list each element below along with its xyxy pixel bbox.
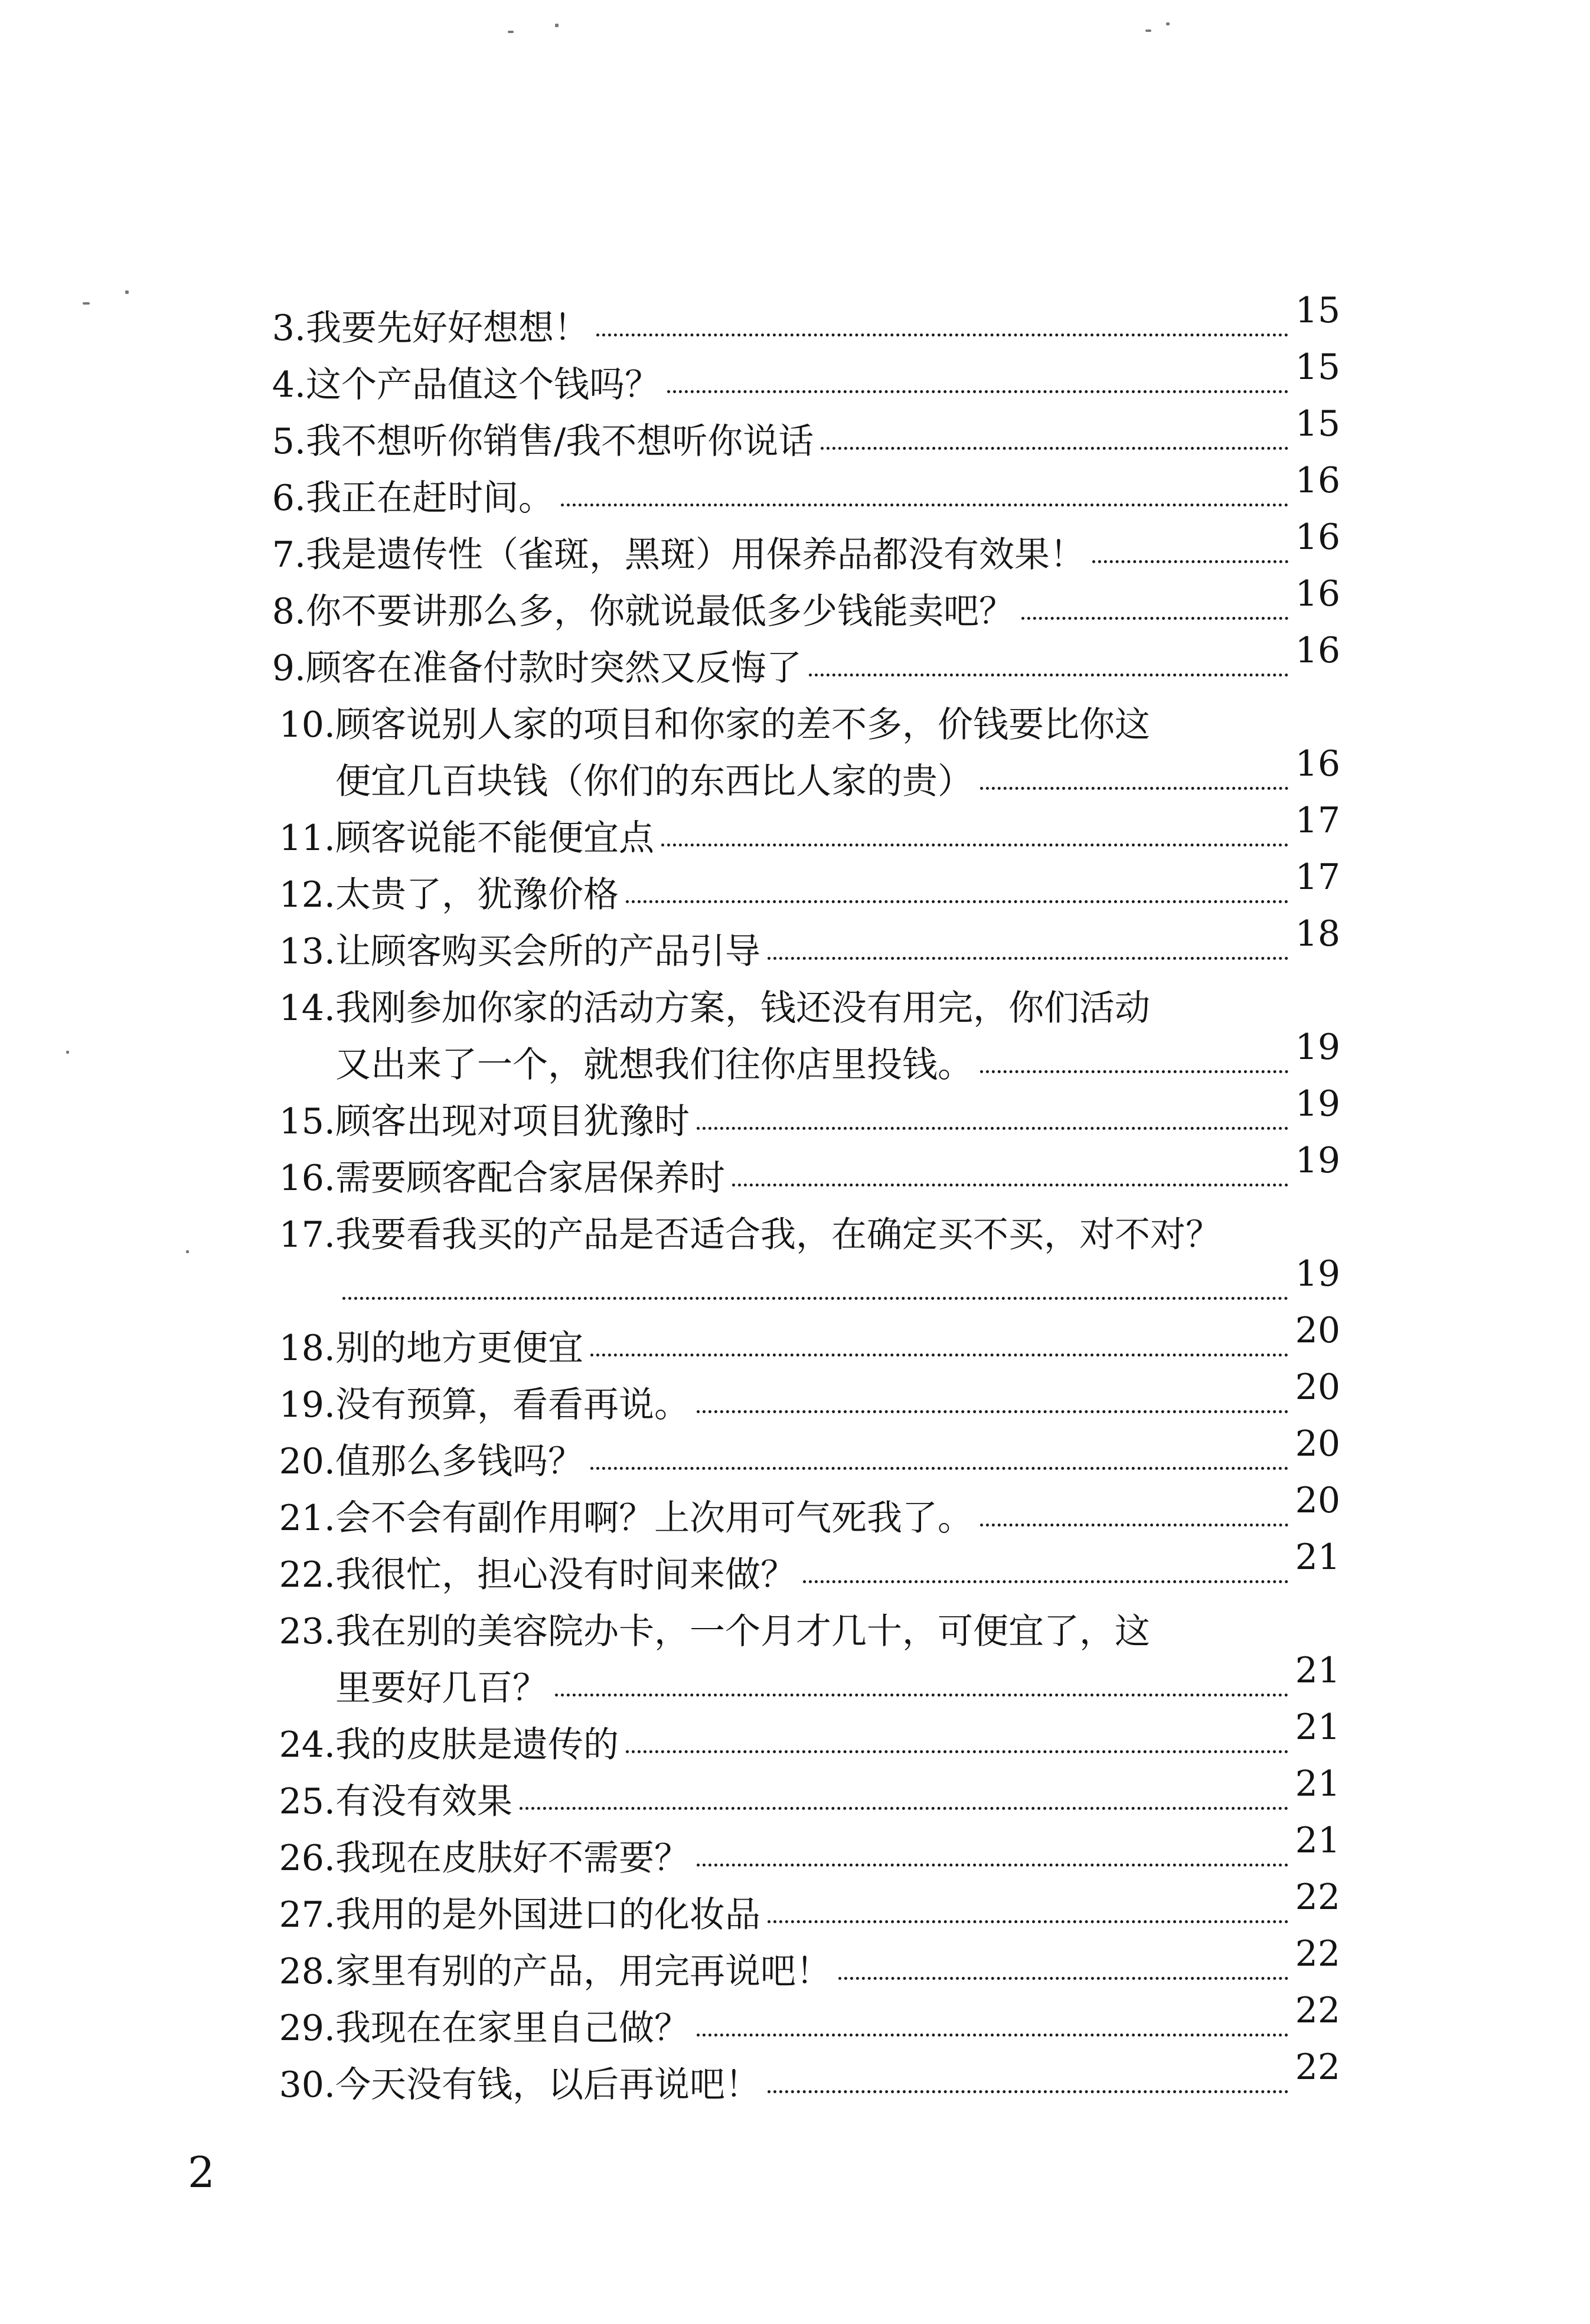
entry-number: 24.: [279, 1724, 335, 1766]
entry-body: [306, 573, 1340, 640]
page-number: 2: [188, 2148, 215, 2197]
entry-line: [335, 1083, 1340, 1150]
entry-number: 10.: [279, 704, 335, 746]
entry-line: [335, 1253, 1340, 1320]
entry-line: [306, 573, 1340, 640]
scan-speck: [555, 24, 559, 27]
entry-page-number: 19: [1295, 1140, 1340, 1181]
entry-title: 我刚参加你家的活动方案，钱还没有用完，你们活动: [335, 988, 1150, 1029]
entry-number: 3.: [272, 308, 306, 349]
toc-entry: [236, 1603, 1340, 1717]
entry-title: 家里有别的产品，用完再说吧！: [335, 1951, 831, 1992]
entry-number: 20.: [279, 1441, 335, 1482]
entry-number: 21.: [279, 1498, 335, 1539]
entry-title: 我是遗传性（雀斑，黑斑）用保养品都没有效果！: [306, 534, 1085, 576]
dot-leader: [1021, 617, 1288, 620]
entry-number: 15.: [279, 1101, 335, 1142]
dot-leader: [732, 1184, 1288, 1186]
dot-leader: [626, 900, 1288, 903]
toc-entry: [236, 517, 1340, 583]
entry-body: [306, 517, 1340, 583]
entry-page-number: 15: [1295, 347, 1340, 388]
entry-title: 我的皮肤是遗传的: [335, 1724, 619, 1766]
dot-leader: [697, 1127, 1288, 1130]
toc-entry: [236, 800, 1340, 867]
entry-line: [306, 290, 1340, 357]
scan-speck: [1145, 30, 1151, 32]
entry-body: [335, 1603, 1340, 1717]
entry-line: [335, 743, 1340, 810]
entry-body: [335, 1877, 1340, 1943]
entry-number: 7.: [272, 534, 306, 576]
dot-leader: [661, 844, 1288, 846]
toc-entry: [236, 347, 1340, 413]
entry-line: [306, 347, 1340, 413]
entry-page-number: 21: [1295, 1707, 1340, 1748]
toc-entry: [236, 1083, 1340, 1150]
toc-entry: [236, 1763, 1340, 1830]
entry-line: [335, 1820, 1340, 1887]
dot-leader: [980, 787, 1288, 790]
entry-body: [335, 1763, 1340, 1830]
toc-entry: [236, 460, 1340, 527]
entry-page-number: 18: [1295, 913, 1340, 955]
entry-line: [306, 460, 1340, 527]
toc-entry: [236, 1207, 1340, 1320]
entry-page-number: 21: [1295, 1763, 1340, 1805]
toc-entry: [236, 980, 1340, 1093]
scan-speck: [186, 1250, 189, 1253]
entry-number: 8.: [272, 591, 306, 632]
entry-body: [335, 1933, 1340, 2000]
entry-title: 今天没有钱，以后再说吧！: [335, 2064, 760, 2106]
entry-page-number: 21: [1295, 1537, 1340, 1578]
entry-number: 16.: [279, 1158, 335, 1199]
entry-page-number: 16: [1295, 573, 1340, 614]
entry-line: [306, 403, 1340, 470]
entry-title: 我现在在家里自己做？: [335, 2008, 690, 2049]
toc-entry: [236, 403, 1340, 470]
entry-page-number: 21: [1295, 1650, 1340, 1691]
entry-line: [335, 697, 1340, 753]
dot-leader: [590, 1354, 1288, 1357]
dot-leader: [561, 504, 1288, 506]
entry-page-number: 15: [1295, 403, 1340, 444]
entry-page-number: 16: [1295, 460, 1340, 501]
entry-line: [306, 517, 1340, 583]
dot-leader: [809, 674, 1288, 676]
entry-line: [335, 1140, 1340, 1207]
entry-body: [306, 290, 1340, 357]
entry-page-number: 16: [1295, 517, 1340, 558]
dot-leader: [803, 1580, 1288, 1583]
entry-body: [335, 697, 1340, 810]
entry-page-number: 22: [1295, 1990, 1340, 2031]
entry-number: 13.: [279, 931, 335, 972]
entry-body: [306, 403, 1340, 470]
entry-title: 让顾客购买会所的产品引导: [335, 931, 760, 972]
scan-speck: [125, 290, 129, 294]
scan-speck: [508, 31, 514, 33]
dot-leader: [520, 1807, 1288, 1810]
dot-leader: [555, 1694, 1288, 1697]
dot-leader: [590, 1467, 1288, 1470]
entry-page-number: 20: [1295, 1423, 1340, 1465]
entry-number: 23.: [279, 1611, 335, 1652]
entry-line: [335, 1367, 1340, 1433]
entry-title: 别的地方更便宜: [335, 1328, 583, 1369]
entry-title: 值那么多钱吗？: [335, 1441, 583, 1482]
dot-leader: [697, 2034, 1288, 2037]
entry-body: [335, 1537, 1340, 1603]
entry-line: [335, 1650, 1340, 1717]
entry-page-number: 19: [1295, 1083, 1340, 1125]
entry-line: [335, 1933, 1340, 2000]
entry-line: [335, 2047, 1340, 2113]
entry-body: [335, 2047, 1340, 2113]
entry-page-number: 22: [1295, 2047, 1340, 2088]
entry-title: 我不想听你销售/我不想听你说话: [306, 421, 814, 462]
entry-line: [335, 1027, 1340, 1093]
entry-body: [335, 857, 1340, 923]
entry-title: 便宜几百块钱（你们的东西比人家的贵）: [335, 761, 973, 802]
entry-body: [335, 1480, 1340, 1547]
entry-page-number: 17: [1295, 800, 1340, 841]
entry-body: [335, 1207, 1340, 1320]
dot-leader: [768, 1920, 1288, 1923]
entry-title: 我在别的美容院办卡，一个月才几十，可便宜了，这: [335, 1611, 1150, 1652]
toc-entry: [236, 697, 1340, 810]
dot-leader: [768, 957, 1288, 960]
entry-title: 又出来了一个，就想我们往你店里投钱。: [335, 1044, 973, 1086]
entry-page-number: 16: [1295, 630, 1340, 671]
entry-line: [335, 857, 1340, 923]
entry-page-number: 20: [1295, 1367, 1340, 1408]
entry-body: [335, 1083, 1340, 1150]
entry-number: 29.: [279, 2008, 335, 2049]
dot-leader: [838, 1977, 1288, 1980]
entry-title: 会不会有副作用啊？上次用可气死我了。: [335, 1498, 973, 1539]
dot-leader: [768, 2090, 1288, 2093]
entry-title: 顾客说别人家的项目和你家的差不多，价钱要比你这: [335, 704, 1150, 746]
entry-page-number: 19: [1295, 1253, 1340, 1295]
entry-line: [306, 630, 1340, 697]
entry-number: 28.: [279, 1951, 335, 1992]
toc-entry: [236, 1310, 1340, 1377]
scan-speck: [66, 1051, 69, 1054]
entry-body: [306, 347, 1340, 413]
entry-title: 我要看我买的产品是否适合我，在确定买不买，对不对？: [335, 1214, 1221, 1256]
entry-title: 有没有效果: [335, 1781, 512, 1822]
toc-entry: [236, 1423, 1340, 1490]
entry-body: [335, 1140, 1340, 1207]
entry-title: 这个产品值这个钱吗？: [306, 364, 660, 406]
entry-body: [335, 1707, 1340, 1773]
toc-entry: [236, 1367, 1340, 1433]
entry-body: [335, 913, 1340, 980]
entry-number: 17.: [279, 1214, 335, 1256]
entry-page-number: 21: [1295, 1820, 1340, 1861]
dot-leader: [697, 1410, 1288, 1413]
dot-leader: [626, 1750, 1288, 1753]
entry-number: 9.: [272, 648, 306, 689]
entry-number: 18.: [279, 1328, 335, 1369]
dot-leader: [667, 390, 1288, 393]
entry-page-number: 16: [1295, 743, 1340, 785]
entry-line: [335, 1707, 1340, 1773]
entry-number: 30.: [279, 2064, 335, 2106]
entry-body: [335, 980, 1340, 1093]
dot-leader: [980, 1070, 1288, 1073]
entry-line: [335, 1990, 1340, 2057]
scan-speck: [83, 302, 90, 305]
entry-line: [335, 980, 1340, 1037]
entry-body: [335, 1367, 1340, 1433]
entry-title: 我要先好好想想！: [306, 308, 589, 349]
entry-title: 里要好几百？: [335, 1668, 548, 1709]
entry-body: [335, 1310, 1340, 1377]
entry-title: 你不要讲那么多，你就说最低多少钱能卖吧？: [306, 591, 1014, 632]
entry-body: [335, 1820, 1340, 1887]
entry-body: [335, 1990, 1340, 2057]
entry-page-number: 22: [1295, 1933, 1340, 1975]
entry-number: 11.: [279, 818, 335, 859]
entry-title: 没有预算，看看再说。: [335, 1384, 690, 1426]
entry-line: [335, 1480, 1340, 1547]
entry-page-number: 17: [1295, 857, 1340, 898]
entry-title: 需要顾客配合家居保养时: [335, 1158, 725, 1199]
scan-speck: [1166, 22, 1170, 25]
entry-line: [335, 800, 1340, 867]
entry-line: [335, 1423, 1340, 1490]
entry-body: [335, 1423, 1340, 1490]
entry-title: 我很忙，担心没有时间来做？: [335, 1554, 796, 1596]
entry-number: 19.: [279, 1384, 335, 1426]
entry-title: 我用的是外国进口的化妆品: [335, 1894, 760, 1936]
toc-entry: [236, 1537, 1340, 1603]
toc-entry: [236, 1820, 1340, 1887]
entry-number: 4.: [272, 364, 306, 406]
entry-title: 顾客在准备付款时突然又反悔了: [306, 648, 802, 689]
entry-page-number: 20: [1295, 1480, 1340, 1521]
toc-entry: [236, 1990, 1340, 2057]
entry-number: 14.: [279, 988, 335, 1029]
entry-line: [335, 1763, 1340, 1830]
entry-number: 27.: [279, 1894, 335, 1936]
entry-page-number: 19: [1295, 1027, 1340, 1068]
entry-line: [335, 1537, 1340, 1603]
entry-body: [306, 630, 1340, 697]
entry-line: [335, 1877, 1340, 1943]
entry-number: 6.: [272, 478, 306, 519]
toc-entry: [236, 857, 1340, 923]
dot-leader: [342, 1297, 1288, 1300]
toc-entry: [236, 1480, 1340, 1547]
toc-entry: [236, 913, 1340, 980]
entry-title: 顾客说能不能便宜点: [335, 818, 654, 859]
entry-body: [306, 460, 1340, 527]
dot-leader: [1092, 560, 1288, 563]
entry-number: 22.: [279, 1554, 335, 1596]
entry-line: [335, 1207, 1340, 1263]
entry-page-number: 22: [1295, 1877, 1340, 1918]
toc-entry: [236, 2047, 1340, 2113]
entry-number: 26.: [279, 1838, 335, 1879]
entry-body: [335, 800, 1340, 867]
toc-entry: [236, 573, 1340, 640]
toc-entry: [236, 1933, 1340, 2000]
entry-number: 25.: [279, 1781, 335, 1822]
toc-entry: [236, 290, 1340, 357]
table-of-contents: [236, 290, 1340, 2113]
dot-leader: [821, 447, 1288, 450]
entry-number: 5.: [272, 421, 306, 462]
toc-entry: [236, 630, 1340, 697]
toc-entry: [236, 1140, 1340, 1207]
entry-title: 我现在皮肤好不需要？: [335, 1838, 690, 1879]
entry-title: 我正在赶时间。: [306, 478, 554, 519]
entry-line: [335, 913, 1340, 980]
dot-leader: [697, 1864, 1288, 1867]
dot-leader: [980, 1524, 1288, 1527]
entry-title: 顾客出现对项目犹豫时: [335, 1101, 690, 1142]
entry-page-number: 20: [1295, 1310, 1340, 1351]
entry-line: [335, 1310, 1340, 1377]
toc-entry: [236, 1877, 1340, 1943]
entry-number: 12.: [279, 874, 335, 916]
entry-line: [335, 1603, 1340, 1660]
entry-title: 太贵了，犹豫价格: [335, 874, 619, 916]
dot-leader: [596, 334, 1288, 336]
toc-entry: [236, 1707, 1340, 1773]
entry-page-number: 15: [1295, 290, 1340, 331]
